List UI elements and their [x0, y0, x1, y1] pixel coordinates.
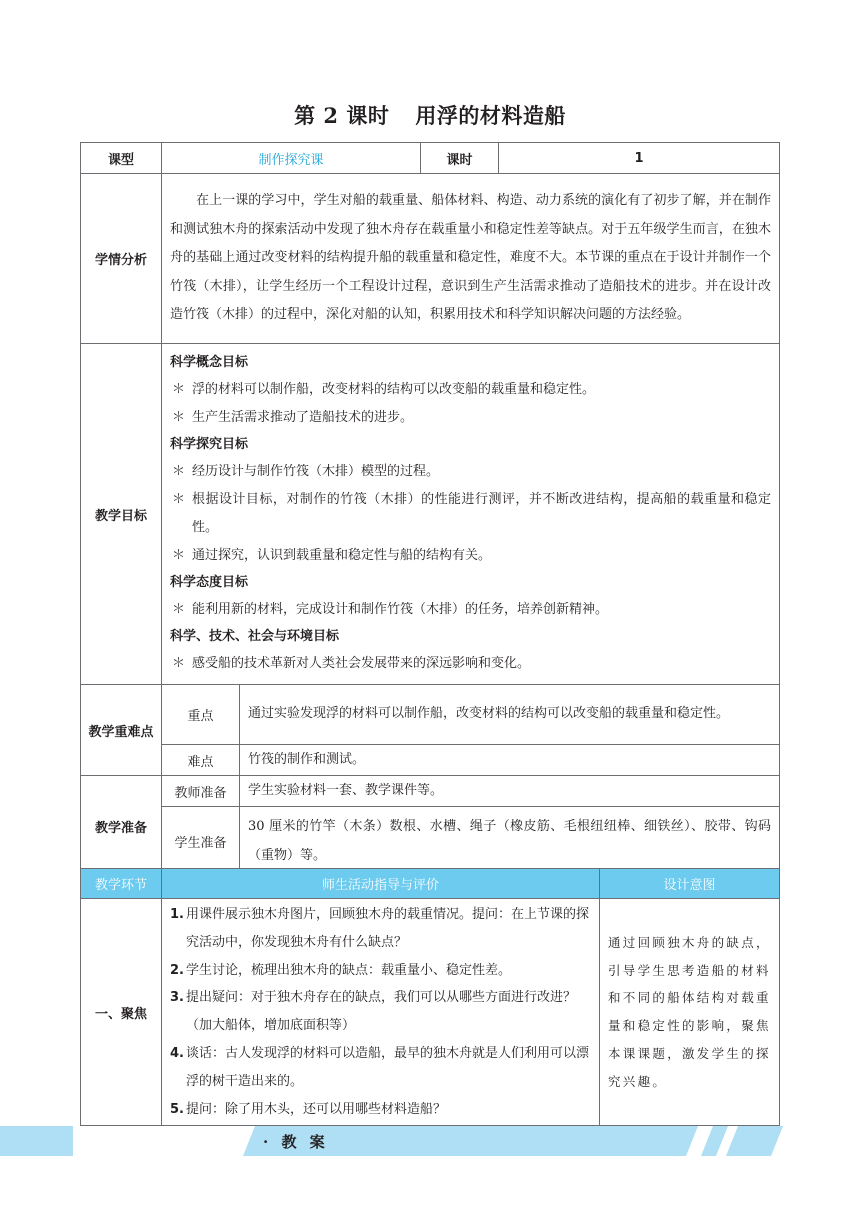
goal-item — [170, 542, 771, 570]
goal-heading: 科学探究目标 — [170, 437, 249, 452]
hours-label: 课时 — [421, 143, 499, 174]
footer-left-block — [0, 1126, 73, 1156]
activity-text: 谈话：古人发现浮的材料可以造船，最早的独木舟就是人们利用可以漂浮的树干造出来的。 — [186, 1045, 590, 1089]
difficulty-text: 竹筏的制作和测试。 — [240, 745, 780, 776]
student-prep-row — [81, 807, 780, 877]
stage-label: 一、聚焦 — [81, 899, 162, 1126]
footer-label: · 教 案 — [263, 1133, 329, 1151]
star-bullet-icon: ＊ — [172, 410, 186, 425]
hours-value: 1 — [499, 143, 780, 174]
page-title — [0, 100, 860, 130]
teacher-prep-row — [81, 776, 780, 807]
lesson-number: 第 2 课时 — [294, 103, 390, 128]
goal-heading: 科学、技术、社会与环境目标 — [170, 629, 340, 644]
info-row — [81, 143, 780, 174]
activity-number: 1. — [170, 907, 184, 922]
key-label: 重点 — [162, 685, 240, 745]
activity-item — [170, 957, 591, 985]
process-header-activity: 师生活动指导与评价 — [162, 869, 600, 899]
teacher-prep-text: 学生实验材料一套、教学课件等。 — [240, 776, 780, 807]
star-bullet-icon: ＊ — [172, 464, 186, 479]
analysis-row — [81, 174, 780, 344]
activity-number: 4. — [170, 1045, 184, 1061]
star-bullet-icon: ＊ — [172, 602, 186, 617]
goal-group — [170, 570, 771, 624]
footer-stripe — [701, 1126, 728, 1156]
goal-item-text: 通过探究，认识到载重量和稳定性与船的结构有关。 — [192, 548, 492, 563]
intent-cell — [600, 899, 780, 1126]
star-bullet-icon: ＊ — [172, 548, 186, 563]
goal-item — [170, 404, 771, 432]
star-bullet-icon: ＊ — [172, 656, 186, 671]
student-prep-label: 学生准备 — [162, 807, 240, 877]
activity-text: 用课件展示独木舟图片，回顾独木舟的载重情况。提问：在上节课的探究活动中，你发现独木舟有什么缺点？ — [186, 907, 590, 950]
goals-content — [162, 344, 780, 685]
stage-activities — [162, 899, 600, 1126]
goal-item-text: 生产生活需求推动了造船技术的进步。 — [192, 410, 414, 425]
process-table — [80, 868, 780, 1126]
goals-label: 教学目标 — [81, 344, 162, 685]
activity-item — [170, 901, 591, 957]
goals-row — [81, 344, 780, 685]
goal-item-text: 经历设计与制作竹筏（木排）模型的过程。 — [192, 464, 440, 479]
activity-item — [170, 984, 591, 1040]
keypoint-row — [81, 685, 780, 745]
goal-item — [170, 458, 771, 486]
star-bullet-icon: ＊ — [172, 382, 186, 397]
lesson-topic: 用浮的材料造船 — [415, 103, 566, 128]
type-label: 课型 — [81, 143, 162, 174]
goal-item-text: 根据设计目标，对制作的竹筏（木排）的性能进行测评，并不断改进结构，提高船的载重量和稳定性。 — [192, 492, 772, 535]
difficulty-row — [81, 745, 780, 776]
activity-item — [170, 1096, 591, 1124]
analysis-label: 学情分析 — [81, 174, 162, 344]
goal-heading: 科学态度目标 — [170, 575, 249, 590]
key-text: 通过实验发现浮的材料可以制作船，改变材料的结构可以改变船的载重量和稳定性。 — [240, 685, 780, 745]
process-header-intent: 设计意图 — [600, 869, 780, 899]
goal-item-text: 能利用新的材料，完成设计和制作竹筏（木排）的任务，培养创新精神。 — [192, 602, 609, 617]
prep-label: 教学准备 — [81, 776, 162, 877]
activity-item — [170, 1040, 591, 1096]
goal-item-text: 浮的材料可以制作船，改变材料的结构可以改变船的载重量和稳定性。 — [192, 382, 596, 397]
process-header-stage: 教学环节 — [81, 869, 162, 899]
goal-group — [170, 350, 771, 432]
activity-number: 2. — [170, 962, 184, 978]
star-bullet-icon: ＊ — [172, 492, 186, 507]
goal-item — [170, 376, 771, 404]
difficulty-label: 难点 — [162, 745, 240, 776]
lesson-plan-table — [80, 142, 780, 877]
intent-text: 通过回顾独木舟的缺点，引导学生思考造船的材料和不同的船体结构对载重量和稳定性的影响，聚焦本课课题，激发学生的探究兴趣。 — [608, 934, 771, 1089]
type-value: 制作探究课 — [162, 143, 421, 174]
footer-stripe — [726, 1126, 783, 1156]
goal-group — [170, 432, 771, 570]
goal-group — [170, 624, 771, 678]
student-prep-text: 30 厘米的竹竿（木条）数根、水槽、绳子（橡皮筋、毛根纽纽棒、细铁丝）、胶带、钩码（重物）等。 — [240, 807, 780, 877]
activity-number: 5. — [170, 1101, 184, 1117]
activity-text: 提问：除了用木头，还可以用哪些材料造船？ — [186, 1101, 447, 1117]
activity-text: 提出疑问：对于独木舟存在的缺点，我们可以从哪些方面进行改进？（加大船体，增加底面积等） — [186, 990, 577, 1034]
goal-heading: 科学概念目标 — [170, 355, 249, 370]
keypoints-label: 教学重难点 — [81, 685, 162, 776]
goal-item-text: 感受船的技术革新对人类社会发展带来的深远影响和变化。 — [192, 656, 531, 671]
stage-row — [81, 899, 780, 1126]
goal-item — [170, 650, 771, 678]
activity-text: 学生讨论，梳理出独木舟的缺点：载重量小、稳定性差。 — [186, 962, 512, 978]
process-header-row — [81, 869, 780, 899]
analysis-text: 在上一课的学习中，学生对船的载重量、船体材料、构造、动力系统的演化有了初步了解，并在制作和测试独木舟的探索活动中发现了独木舟存在载重量小和稳定性差等缺点。对于五年级学生而言，在独木舟的基础上通过改变材料的结构提升船的载重量和稳定性，难度不大。本节课的重点在于设计并制作一个竹筏（木排），让学生经历一个工程设计过程，意识到生产生活需求推动了造船技术的进步。并在设计改造竹筏（木排）的过程中，深化对船的认知，积累用技术和科学知识解决问题的方法经验。 — [162, 174, 780, 344]
activity-number: 3. — [170, 990, 184, 1006]
teacher-prep-label: 教师准备 — [162, 776, 240, 807]
goal-item — [170, 486, 771, 542]
goal-item — [170, 596, 771, 624]
